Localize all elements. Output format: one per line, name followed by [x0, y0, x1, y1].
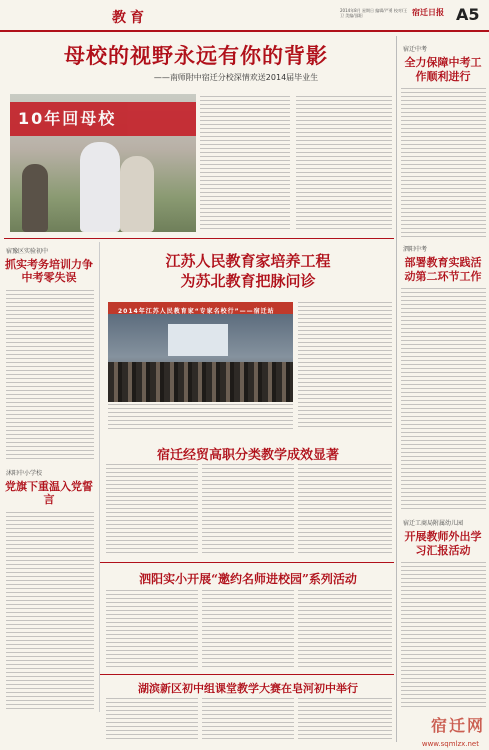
left-title-1: 抓实考务培训力争中考零失误 [5, 258, 93, 284]
section-divider [100, 674, 394, 675]
story3-body-col3 [298, 464, 392, 556]
photo-figure [120, 156, 154, 232]
story5-headline: 湖滨新区初中组课堂教学大赛在皂河初中举行 [138, 682, 358, 695]
graduation-photo [10, 94, 196, 232]
sidebar-body-bottom [401, 562, 486, 710]
page-number: A5 [456, 5, 480, 24]
left-label-2: 沭阳中小学校 [6, 470, 43, 477]
story4-body-col1 [106, 590, 198, 668]
story3-body-col2 [202, 464, 294, 556]
sidebar-body-mid [401, 288, 486, 512]
story2-headline-line2: 为苏北教育把脉问诊 [180, 272, 316, 290]
site-watermark: 宿迁网 [430, 716, 485, 735]
story2-headline-line1: 江苏人民教育家培养工程 [165, 252, 331, 270]
projection-screen [168, 324, 228, 356]
column-divider [99, 242, 100, 712]
photo-figure [80, 142, 120, 232]
site-watermark-url: www.sqmlzx.net [421, 740, 479, 748]
sidebar-divider [396, 36, 397, 742]
left-title-2: 党旗下重温入党誓言 [5, 480, 93, 506]
section-divider [100, 562, 394, 563]
sidebar-label-bottom: 宿迁工商局附属幼儿园 [403, 520, 464, 527]
sidebar-label-top: 宿迁中考 [403, 46, 428, 53]
photo-figure [22, 164, 48, 232]
story3-body-col1 [106, 464, 198, 556]
masthead [0, 0, 489, 32]
story2-caption [108, 404, 293, 430]
main-subheadline: ——南师附中宿迁分校深情欢送2014届毕业生 [153, 73, 319, 82]
sidebar-title-top: 全力保障中考工作顺利进行 [404, 56, 482, 83]
story3-headline: 宿迁经贸高职分类教学成效显著 [156, 448, 339, 463]
seminar-photo [108, 302, 293, 402]
left-body-2 [6, 512, 94, 712]
audience [108, 362, 293, 402]
sidebar-label-mid: 泗阳中考 [403, 246, 428, 253]
section-divider [4, 238, 394, 239]
story4-body-col2 [202, 590, 294, 668]
story5-body-col1 [106, 698, 198, 742]
left-body-1 [6, 290, 94, 460]
seminar-banner-text: 2014年江苏人民教育家“专家名校行”——宿迁站 [118, 308, 275, 315]
sidebar-body-top [401, 88, 486, 238]
sidebar-title-bottom: 开展教师外出学习汇报活动 [404, 530, 482, 557]
main-story-body-col1 [200, 96, 290, 232]
photo-banner-text: 10年回母校 [10, 102, 196, 136]
left-label-1: 宿豫区实验初中 [6, 248, 49, 255]
story5-body-col2 [202, 698, 294, 742]
story4-body-col3 [298, 590, 392, 668]
main-headline: 母校的视野永远有你的背影 [64, 43, 328, 68]
story4-headline: 泗阳实小开展“邀约名师进校园”系列活动 [139, 572, 357, 586]
main-story-body-col2 [296, 96, 392, 232]
story5-body-col3 [298, 698, 392, 742]
story2-body [298, 302, 392, 430]
issue-meta: 2014年8月 星期日 编辑/严勇 校对/王卫 美编/邵阳 [340, 8, 408, 18]
section-title: 教育 [112, 10, 148, 26]
sidebar-title-mid: 部署教育实践活动第二环节工作 [404, 256, 482, 283]
newspaper-logo: 宿迁日报 [412, 7, 444, 17]
